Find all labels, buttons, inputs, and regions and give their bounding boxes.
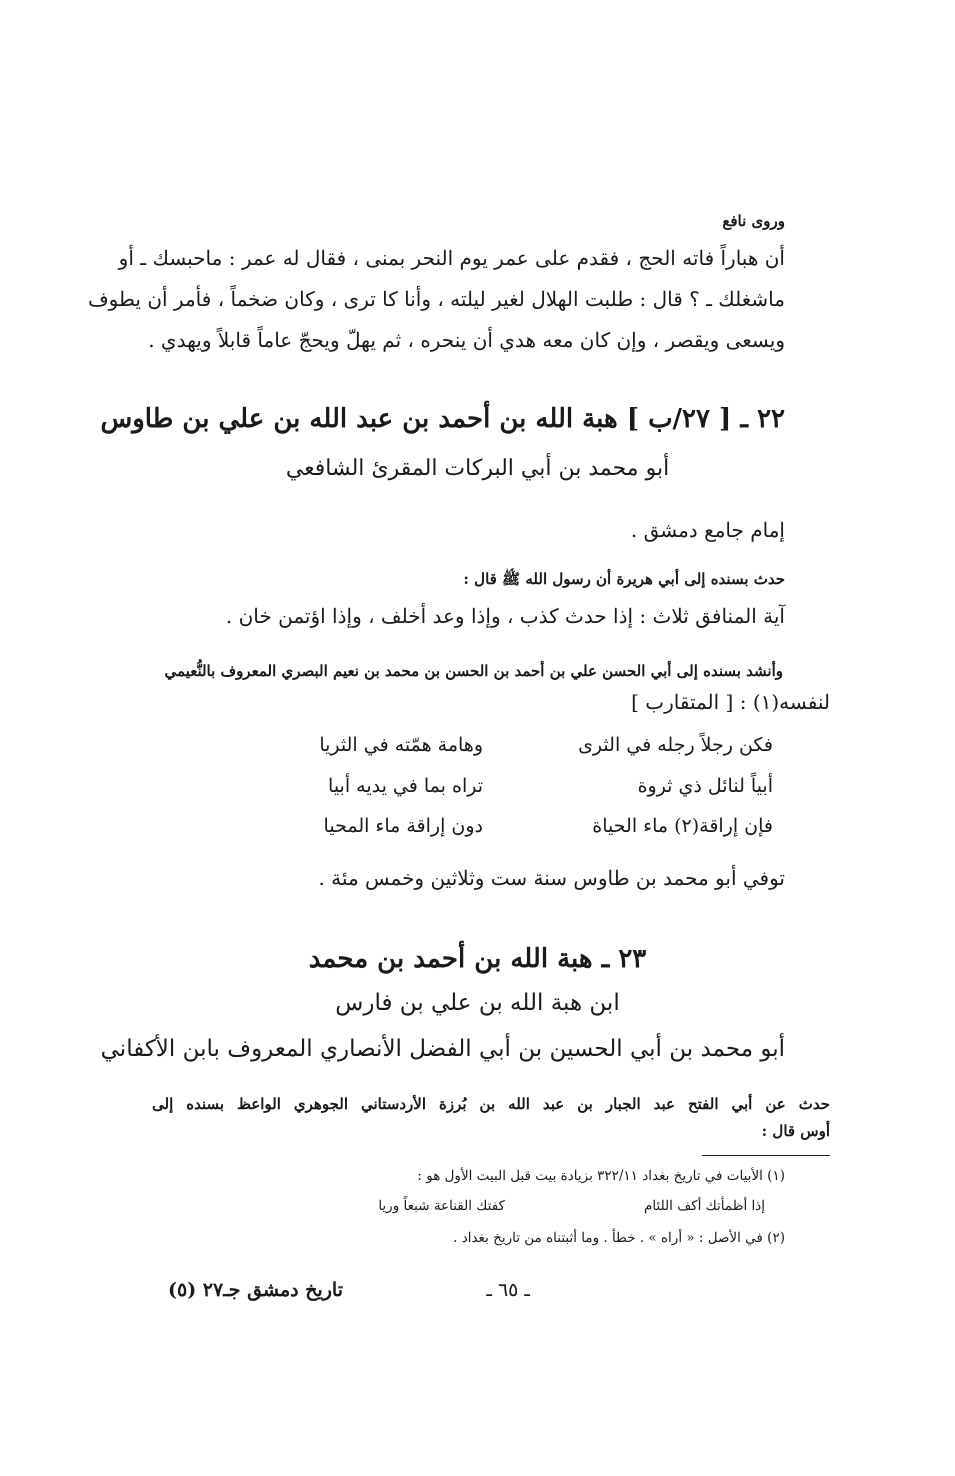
- death-note: توفي أبو محمد بن طاوس سنة ست وثلاثين وخمس مئة .: [318, 866, 785, 890]
- entry-23-text: أوس قال :: [761, 1122, 830, 1140]
- verse-hemistich-second: وهامة همّته في الثريا: [319, 734, 483, 756]
- verse-hemistich-second: دون إراقة ماء المحيا: [323, 815, 483, 837]
- footnote-verse-second: كفتك القناعة شبعاً وريا: [378, 1198, 505, 1214]
- hadith-text: آية المنافق ثلاث : إذا حدث كذب ، وإذا وعد أخلف ، وإذا اؤتمن خان .: [225, 604, 785, 628]
- footnote-1: (١) الأبيات في تاريخ بغداد ٣٢٢/١١ بزيادة بيت قبل البيت الأول هو :: [417, 1168, 785, 1184]
- footnote-verse-first: إذا أظمأتك أكف اللئام: [644, 1198, 765, 1214]
- entry-22-heading: ٢٢ ـ [ ٢٧/ب ] هبة الله بن أحمد بن عبد الله بن علي بن طاوس: [100, 404, 785, 434]
- book-reference: تاريخ دمشق جـ٢٧ (٥): [167, 1279, 343, 1301]
- verse-hemistich-first: أبياً لنائل ذي ثروة: [637, 775, 773, 797]
- verse-hemistich-second: تراه بما في يديه أبيا: [328, 775, 483, 797]
- footnote-separator: [702, 1155, 830, 1156]
- intro-line: أن هباراً فاته الحج ، فقدم على عمر يوم النحر بمنى ، فقال له عمر : ماحبسك ـ أو: [118, 246, 785, 270]
- entry-22-subheading: أبو محمد بن أبي البركات المقرئ الشافعي: [285, 456, 670, 481]
- entry-23-heading: ٢٣ ـ هبة الله بن أحمد بن محمد: [308, 944, 647, 974]
- entry-22-description: إمام جامع دمشق .: [630, 518, 785, 542]
- intro-line: ويسعى ويقصر ، وإن كان معه هدي أن ينحره ، ثم يهلّ ويحجّ عاماً قابلاً ويهدي .: [148, 328, 785, 352]
- hadith-intro: حدث بسنده إلى أبي هريرة أن رسول الله ﷺ قال :: [463, 570, 785, 588]
- footnote-2: (٢) في الأصل : « أراه » . خطأ . وما أثبتناه من تاريخ بغداد .: [453, 1230, 785, 1246]
- entry-23-subheading: ابن هبة الله بن علي بن فارس: [335, 990, 620, 1016]
- poem-intro: وأنشد بسنده إلى أبي الحسن علي بن أحمد بن الحسن بن محمد بن نعيم البصري المعروف بالنُّعيمي: [164, 662, 783, 680]
- entry-23-subheading: أبو محمد بن أبي الحسين بن أبي الفضل الأنصاري المعروف بابن الأكفاني: [100, 1036, 785, 1062]
- poem-meter: لنفسه(١) : [ المتقارب ]: [631, 690, 830, 714]
- intro-label: وروى نافع: [722, 212, 785, 230]
- page-number: ـ ٦٥ ـ: [486, 1279, 530, 1301]
- verse-hemistich-first: فكن رجلاً رجله في الثرى: [578, 734, 773, 756]
- entry-23-text: حدث عن أبي الفتح عبد الجبار بن عبد الله بن بُرزة الأردستاني الجوهري الواعظ بسنده إلى: [152, 1095, 830, 1113]
- verse-hemistich-first: فإن إراقة(٢) ماء الحياة: [592, 815, 773, 837]
- intro-line: ماشغلك ـ ؟ قال : طلبت الهلال لغير ليلته ، وأنا كا ترى ، وكان ضخماً ، فأمر أن يطوف: [87, 287, 785, 311]
